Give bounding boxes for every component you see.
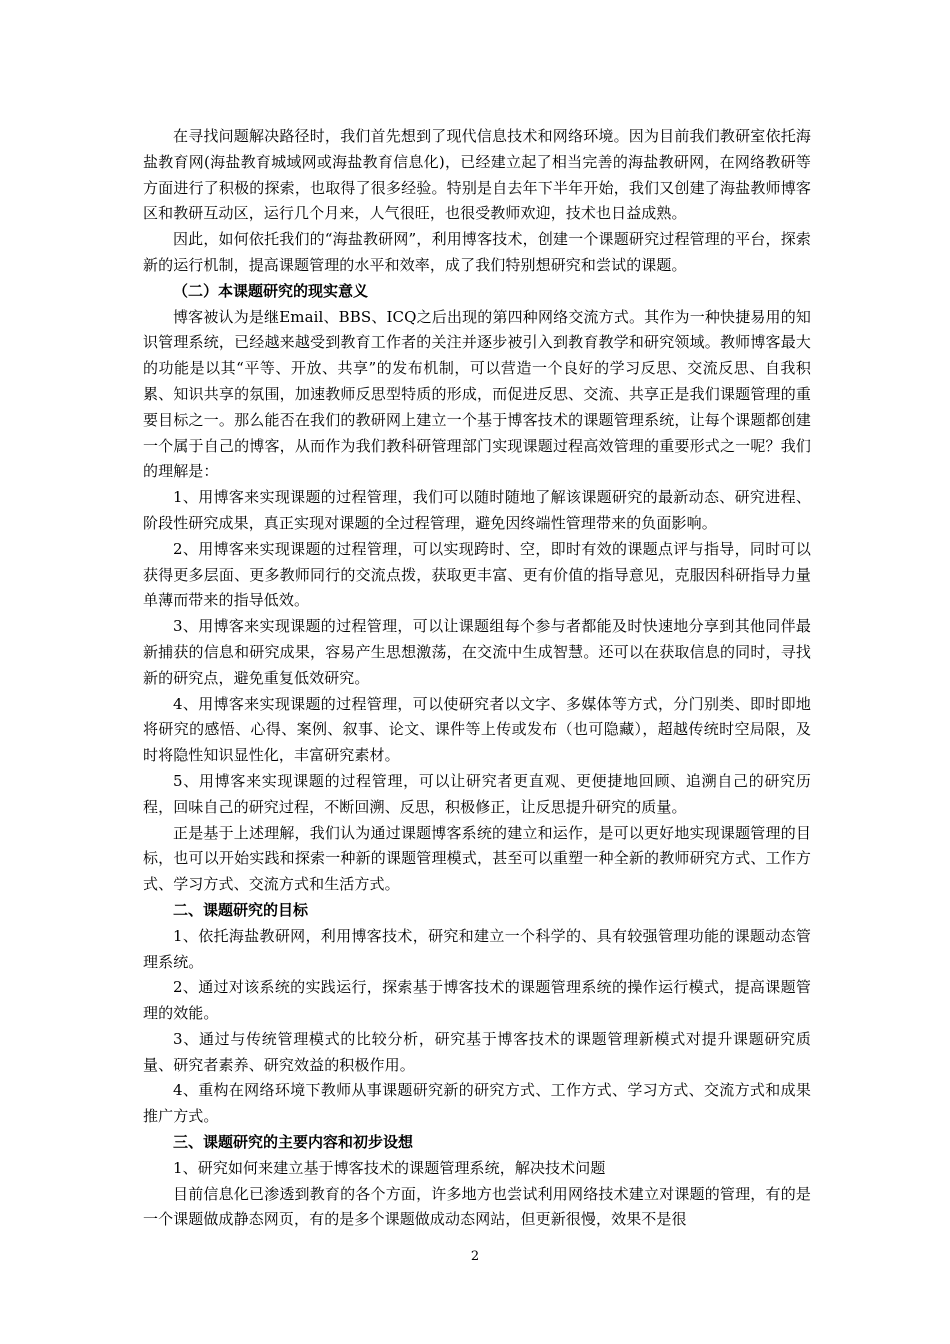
section-heading: 二、课题研究的目标 — [173, 900, 309, 919]
list-item: 2、用博客来实现课题的过程管理，可以实现跨时、空，即时有效的课题点评与指导，同时可以获得更多层面、更多教师同行的交流点拨，获取更丰富、更有价值的指导意见，克服因科研指导力量单薄而带来的指导低效。 — [143, 539, 811, 610]
list-item: 1、研究如何来建立基于博客技术的课题管理系统，解决技术问题 — [173, 1158, 606, 1177]
paragraph: 博客被认为是继Email、BBS、ICQ之后出现的第四种网络交流方式。其作为一种快捷易用的知识管理系统，已经越来越受到教育工作者的关注并逐步被引入到教育教学和研究领域。教师博客最大的功能是以其“平等、开放、共享”的发布机制，可以营造一个良好的学习反思、交流反思、自我积累、知识共享的氛围，加速教师反思型特质的形成，而促进反思、交流、共享正是我们课题管理的重要目标之一。那么能否在我们的教研网上建立一个基于博客技术的课题管理系统，让每个课题都创建一个属于自己的博客，从而作为我们教科研管理部门实现课题过程高效管理的重要形式之一呢？我们的理解是： — [143, 307, 811, 481]
section-heading: （二）本课题研究的现实意义 — [173, 281, 369, 300]
page-number: 2 — [470, 1249, 480, 1264]
list-item: 3、用博客来实现课题的过程管理，可以让课题组每个参与者都能及时快速地分享到其他同伴最新捕获的信息和研究成果，容易产生思想激荡，在交流中生成智慧。还可以在获取信息的同时，寻找新的研究点，避免重复低效研究。 — [143, 617, 811, 687]
paragraph: 目前信息化已渗透到教育的各个方面，许多地方也尝试利用网络技术建立对课题的管理，有的是一个课题做成静态网页，有的是多个课题做成动态网站，但更新很慢，效果不是很 — [143, 1184, 811, 1229]
list-item: 2、通过对该系统的实践运行，探索基于博客技术的课题管理系统的操作运行模式，提高课题管理的效能。 — [143, 978, 811, 1023]
paragraph: 在寻找问题解决路径时，我们首先想到了现代信息技术和网络环境。因为目前我们教研室依托海盐教育网(海盐教育城域网或海盐教育信息化)，已经建立起了相当完善的海盐教研网，在网络教研等方面进行了积极的探索，也取得了很多经验。特别是自去年下半年开始，我们又创建了海盐教师博客区和教研互动区，运行几个月来，人气很旺，也很受教师欢迎，技术也日益成熟。 — [143, 127, 811, 223]
list-item: 5、用博客来实现课题的过程管理，可以让研究者更直观、更便捷地回顾、追溯自己的研究历程，回味自己的研究过程，不断回溯、反思，积极修正，让反思提升研究的质量。 — [143, 771, 811, 816]
document-body — [143, 124, 811, 1233]
list-item: 1、依托海盐教研网，利用博客技术，研究和建立一个科学的、具有较强管理功能的课题动态管理系统。 — [143, 926, 811, 971]
section-heading: 三、课题研究的主要内容和初步设想 — [173, 1133, 414, 1152]
list-item: 4、用博客来实现课题的过程管理，可以使研究者以文字、多媒体等方式，分门别类、即时即地将研究的感悟、心得、案例、叙事、论文、课件等上传或发布（也可隐藏），超越传统时空局限，及时将隐性知识显性化，丰富研究素材。 — [143, 694, 811, 765]
list-item: 4、重构在网络环境下教师从事课题研究新的研究方式、工作方式、学习方式、交流方式和成果推广方式。 — [143, 1081, 811, 1126]
paragraph: 因此，如何依托我们的“海盐教研网”，利用博客技术，创建一个课题研究过程管理的平台，探索新的运行机制，提高课题管理的水平和效率，成了我们特别想研究和尝试的课题。 — [143, 230, 811, 274]
paragraph: 正是基于上述理解，我们认为通过课题博客系统的建立和运作，是可以更好地实现课题管理的目标，也可以开始实践和探索一种新的课题管理模式，甚至可以重塑一种全新的教师研究方式、工作方式、学习方式、交流方式和生活方式。 — [143, 823, 811, 894]
list-item: 3、通过与传统管理模式的比较分析，研究基于博客技术的课题管理新模式对提升课题研究质量、研究者素养、研究效益的积极作用。 — [143, 1029, 811, 1074]
list-item: 1、用博客来实现课题的过程管理，我们可以随时随地了解该课题研究的最新动态、研究进程、阶段性研究成果，真正实现对课题的全过程管理，避免因终端性管理带来的负面影响。 — [143, 488, 811, 532]
